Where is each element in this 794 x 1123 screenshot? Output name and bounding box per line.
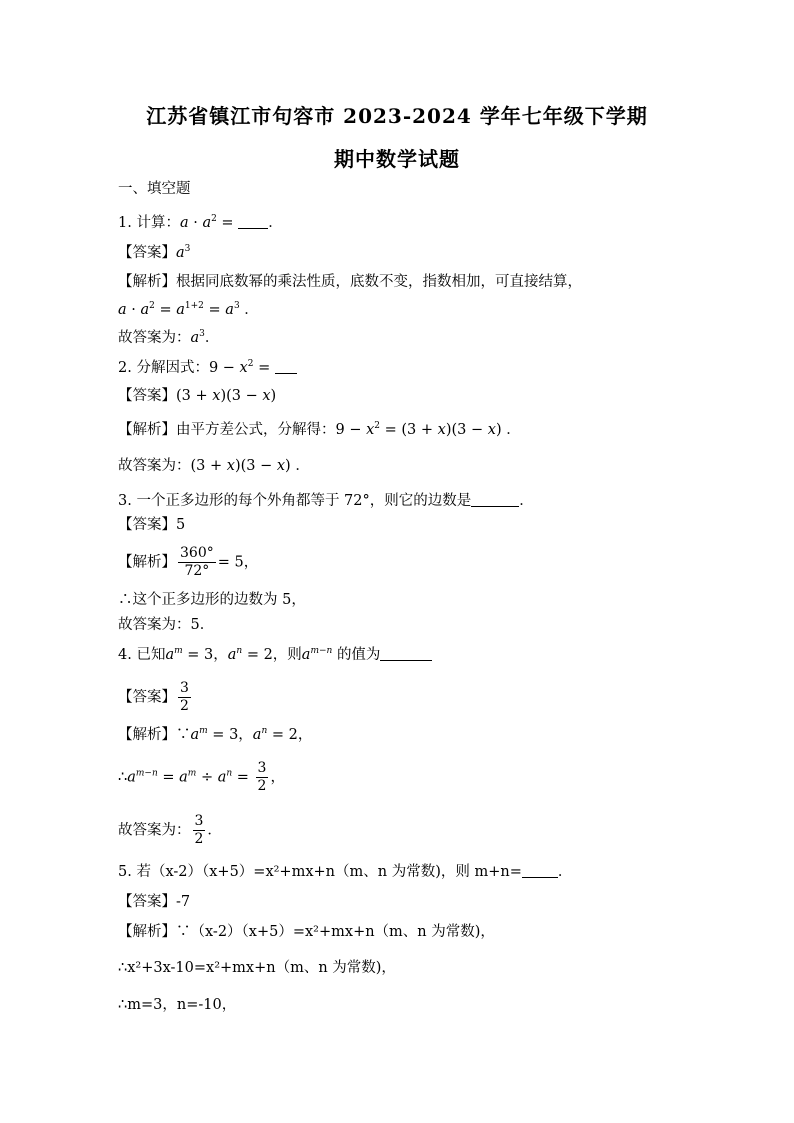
q4-answer-fraction: $\frac{3}{2}$ xyxy=(180,680,189,714)
q5-question: 5. 若（x-2）（x+5）=x²+mx+n（m、n 为常数)，则 m+n= ． xyxy=(118,864,573,880)
q3-fraction: $\frac{360^\circ}{72^\circ}$ xyxy=(180,545,214,579)
q4-question: 4. 已知$a^m = 3$，$a^n = 2$，则$a^{m-n}$ 的值为 xyxy=(118,645,432,665)
q2-explanation: 【解析】由平方差公式，分解得：$9 - x^2 = (3 + x)(3 - x)$ ． xyxy=(118,421,521,438)
q3-answer: 【答案】5 xyxy=(118,517,186,533)
q3-conclusion: 故答案为：5． xyxy=(118,617,215,633)
q4-explanation: 【解析】$\because a^m = 3$，$a^n = 2$， xyxy=(118,726,313,743)
q1-formula: $a \cdot a^2 = a^{1+2} = a^3$ ． xyxy=(118,301,259,318)
q4-derivation-fraction: $\frac{3}{2}$ xyxy=(257,760,267,794)
q1-explanation: 【解析】根据同底数幂的乘法性质，底数不变，指数相加，可直接结算， xyxy=(118,274,582,290)
q4-answer: 【答案】 $\frac{3}{2}$ xyxy=(118,680,189,714)
q3-question: 3. 一个正多边形的每个外角都等于 72°，则它的边数是 ． xyxy=(118,493,534,509)
page-subtitle: 期中数学试题 xyxy=(334,147,460,171)
q1-conclusion: 故答案为：$a^3$． xyxy=(118,329,220,346)
q3-explanation: 【解析】 $\frac{360^\circ}{72^\circ}$ = 5， xyxy=(118,545,259,579)
q4-conclusion-fraction: $\frac{3}{2}$ xyxy=(194,813,204,847)
q4-derivation: $\therefore a^{m-n} = a^m \div a^n$ = $\frac{3}{2}$ ， xyxy=(118,760,285,794)
q2-question: 2. 分解因式：$9 - x^2$ = xyxy=(118,358,297,378)
q2-conclusion: 故答案为：(3 + x)(3 − x) ． xyxy=(118,458,310,474)
q1-question: 1. 计算：$a \cdot a^2$ = ． xyxy=(118,214,283,231)
q1-answer: 【答案】$a^3$ xyxy=(118,244,191,261)
q3-line2: ∴这个正多边形的边数为 5， xyxy=(118,592,306,608)
section-heading: 一、填空题 xyxy=(118,181,191,197)
q5-line3: ∴m=3，n=-10， xyxy=(118,997,237,1013)
q5-explanation: 【解析】∵（x-2）（x+5）=x²+mx+n（m、n 为常数)， xyxy=(118,924,495,940)
q5-answer: 【答案】-7 xyxy=(118,894,191,910)
q2-answer: 【答案】(3 + x)(3 − x) xyxy=(118,388,277,404)
q4-conclusion: 故答案为： $\frac{3}{2}$ ． xyxy=(118,813,222,847)
page-title: 江苏省镇江市句容市 2023-2024 学年七年级下学期 xyxy=(146,104,648,128)
q5-line2: ∴x²+3x-10=x²+mx+n（m、n 为常数)， xyxy=(118,960,396,976)
